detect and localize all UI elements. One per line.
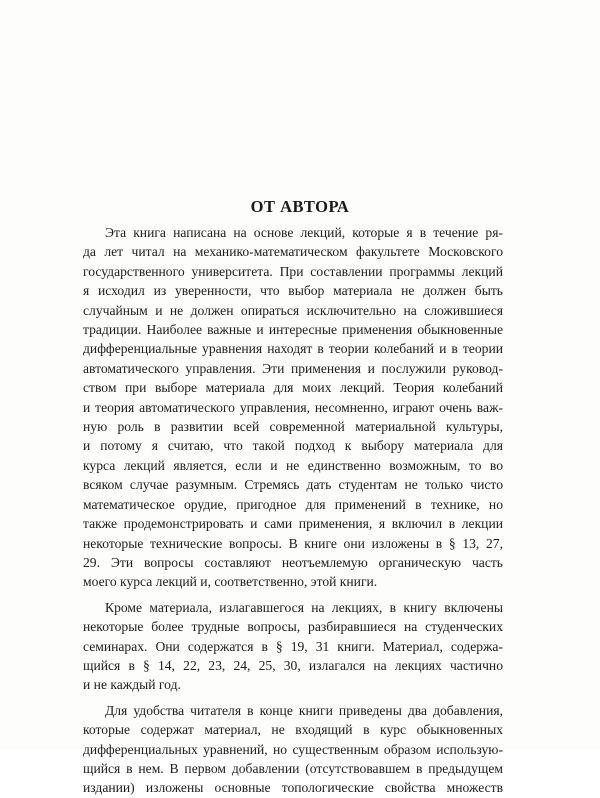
preface-body (83, 223, 503, 798)
text-line: моего курса лекций и, соответственно, этой книги. (83, 574, 378, 590)
text-line: ством при выборе материала для моих лекций. Теория колебаний (83, 380, 503, 396)
text-line: случайным и не должен опираться исключительно на сложившиеся (83, 302, 503, 318)
paragraph-2 (83, 598, 503, 695)
page-title: ОТ АВТОРА (250, 197, 350, 216)
text-line: дифференциальные уравнения находят в теории колебаний и в теории (83, 341, 503, 357)
text-line: щийся в нем. В первом добавлении (отсутствовавшем в предыдущем (83, 760, 503, 776)
text-line: государственного университета. При составлении программы лекций (83, 263, 503, 279)
text-line: курса лекций является, если и не единственно возможным, то во (83, 457, 503, 473)
text-line: математическое орудие, пригодное для применений в технике, но (83, 496, 503, 512)
text-line: щийся в § 14, 22, 23, 24, 25, 30, излагался на лекциях частично (83, 657, 503, 673)
text-line: и теория автоматического управления, несомненно, играют очень важ- (83, 399, 503, 415)
text-line: да лет читал на механико-математическом факультете Московского (83, 244, 503, 260)
text-line: некоторые технические вопросы. В книге они изложены в § 13, 27, (83, 535, 503, 551)
text-line: которые содержат материал, не входящий в курс обыкновенных (83, 722, 503, 738)
text-line: Эта книга написана на основе лекций, которые я в течение ря- (105, 225, 503, 240)
text-line: я исходил из уверенности, что выбор материала не должен быть (83, 283, 503, 299)
text-line: всяком случае разумным. Стремясь дать студентам не только чисто (83, 477, 503, 493)
text-line: Для удобства читателя в конце книги приведены два добавления, (105, 702, 503, 718)
text-line: издании) изложены основные топологические свойства множеств (83, 780, 503, 796)
text-line: ную роль в развитии всей современной материальной культуры, (83, 419, 503, 435)
paragraph-1 (83, 223, 503, 592)
text-line: дифференциальных уравнений, но существенным образом использую- (83, 741, 503, 757)
text-line: семинарах. Они содержатся в § 19, 31 книги. Материал, содержа- (83, 638, 503, 654)
text-line: традиции. Наиболее важные и интересные применения обыкновенные (83, 322, 503, 338)
text-line: автоматического управления. Эти применения и послужили руковод- (83, 360, 503, 376)
text-line: и потому я считаю, что такой подход к выбору материала для (83, 438, 503, 454)
text-line: некоторые более трудные вопросы, разбиравшиеся на студенческих (83, 619, 503, 635)
text-line: и не каждый год. (83, 677, 181, 693)
text-line: Кроме материала, излагавшегося на лекциях, в книгу включены (105, 599, 503, 615)
text-line: также продемонстрировать и сами применения, я включил в лекции (83, 516, 503, 532)
text-line: 29. Эти вопросы составляют неотъемлемую органическую часть (83, 554, 503, 570)
paragraph-3 (83, 701, 503, 798)
